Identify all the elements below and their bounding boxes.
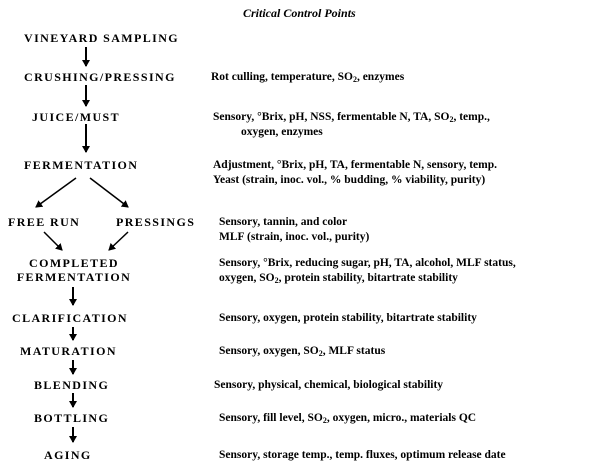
step-pressings: PRESSINGS <box>116 215 196 229</box>
ccp-blending: Sensory, physical, chemical, biological stability <box>214 379 444 391</box>
ccp-completed-line1: Sensory, °Brix, reducing sugar, pH, TA, alcohol, MLF status, <box>219 257 516 269</box>
ccp-juice-must <box>213 110 490 140</box>
ccp-aging: Sensory, storage temp., temp. fluxes, optimum release date <box>219 449 506 461</box>
arrow-freerun-to-completed <box>44 232 62 250</box>
ccp-juice-line1: Sensory, °Brix, pH, NSS, fermentable N, TA, $SO_2$, temp., <box>213 111 490 124</box>
step-maturation: MATURATION <box>20 344 117 358</box>
ccp-free-run-line2: MLF (strain, inoc. vol., purity) <box>219 231 370 243</box>
ccp-fermentation <box>213 158 497 188</box>
arrow-fermentation-to-pressings <box>90 178 128 207</box>
ccp-fermentation-line1: Adjustment, °Brix, pH, TA, fermentable N, sensory, temp. <box>213 159 497 171</box>
step-clarification: CLARIFICATION <box>12 311 128 325</box>
step-crushing-pressing: CRUSHING/PRESSING <box>24 70 176 84</box>
step-completed-line1: COMPLETED <box>29 256 119 270</box>
ccp-juice-line2: oxygen, enzymes <box>241 126 323 138</box>
step-free-run: FREE RUN <box>8 215 81 229</box>
ccp-bottling: Sensory, fill level, $SO_2$, oxygen, micro., materials QC <box>219 412 477 425</box>
step-vineyard-sampling: VINEYARD SAMPLING <box>24 31 180 45</box>
ccp-fermentation-line2: Yeast (strain, inoc. vol., % budding, % viability, purity) <box>213 174 486 186</box>
arrow-fermentation-to-freerun <box>36 178 76 207</box>
step-blending: BLENDING <box>34 378 110 392</box>
step-aging: AGING <box>44 448 92 462</box>
ccp-free-run-line1: Sensory, tannin, and color <box>219 216 348 228</box>
arrow-pressings-to-completed <box>109 232 128 250</box>
step-bottling: BOTTLING <box>34 411 110 425</box>
step-completed-line2: FERMENTATION <box>16 270 132 284</box>
ccp-crushing: Rot culling, temperature, $SO_2$, enzymes <box>211 71 405 84</box>
ccp-completed-fermentation <box>219 256 516 286</box>
ccp-completed-line2: oxygen, $SO_2$, protein stability, bitartrate stability <box>219 272 458 285</box>
ccp-free-run-pressings <box>219 215 369 245</box>
ccp-clarification: Sensory, oxygen, protein stability, bitartrate stability <box>219 312 477 324</box>
ccp-maturation: Sensory, oxygen, $SO_2$, MLF status <box>219 345 386 358</box>
step-juice-must: JUICE/MUST <box>32 110 121 124</box>
diagram-title: Critical Control Points <box>243 6 356 20</box>
step-completed-fermentation <box>10 256 138 284</box>
step-fermentation: FERMENTATION <box>24 158 139 172</box>
